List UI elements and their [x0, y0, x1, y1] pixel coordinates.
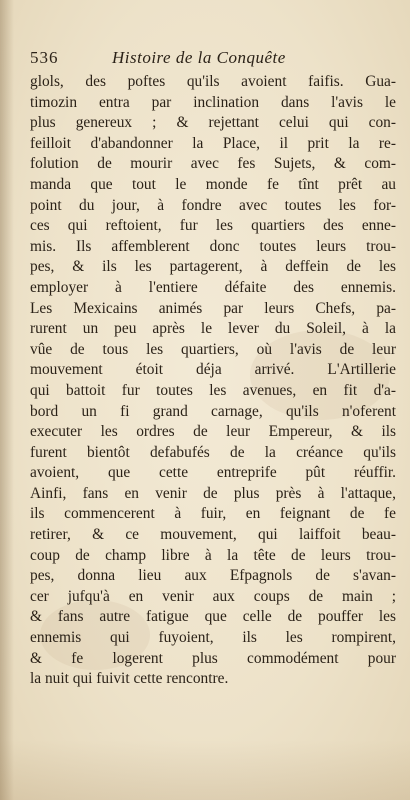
text-line: & fe logerent plus commodément pour	[30, 649, 396, 667]
text-line: employer à l'entiere défaite des ennemis.	[30, 278, 396, 296]
text-line: executer les ordres de leur Empereur, & ils	[30, 423, 396, 441]
text-line: & fans autre fatigue que celle de pouffer les	[30, 608, 396, 626]
text-line: pes, & ils les partagerent, à deffein de les	[30, 258, 396, 276]
text-line: Les Mexicains animés par leurs Chefs, pa-	[30, 299, 396, 317]
text-line: la nuit qui fuivit cette rencontre.	[30, 670, 229, 688]
text-line: point du jour, à fondre avec toutes les for-	[30, 196, 396, 214]
running-head	[30, 48, 392, 70]
text-line: mouvement étoit déja arrivé. L'Artillerie	[30, 361, 396, 379]
text-line: plus genereux ; & rejettant celui qui con-	[30, 114, 396, 132]
text-line: mis. Ils affemblerent donc toutes leurs trou-	[30, 237, 396, 255]
text-line: qui battoit fur toutes les avenues, en fit d'a-	[30, 381, 396, 399]
text-line: ennemis qui fuyoient, ils les rompirent,	[30, 629, 396, 647]
text-line: glols, des poftes qu'ils avoient faifis. Gua-	[30, 73, 396, 90]
body-text	[30, 72, 396, 690]
text-line: retirer, & ce mouvement, qui laiffoit beau-	[30, 526, 396, 544]
text-line: timozin entra par inclination dans l'avis le	[30, 93, 396, 111]
running-title: Histoire de la Conquête	[112, 48, 286, 67]
text-line: bord un fi grand carnage, qu'ils n'oferent	[30, 402, 396, 420]
text-line: vûe de tous les quartiers, où l'avis de leur	[30, 340, 396, 358]
text-line: rurent un peu après le lever du Soleil, à la	[30, 320, 396, 338]
text-line: ces qui reftoient, fur les quartiers des enne-	[30, 217, 396, 235]
text-line: coup de champ libre à la tête de leurs trou-	[30, 546, 396, 564]
text-line: avoient, que cette entreprife pût réuffir.	[30, 464, 396, 482]
text-line: Ainfi, fans en venir de plus près à l'attaque,	[30, 484, 396, 502]
text-line: furent bientôt defabufés de la créance qu'ils	[30, 443, 396, 461]
text-line: ils commencerent à fuir, en feignant de fe	[30, 505, 396, 523]
text-line: feilloit d'abandonner la Place, il prit la re-	[30, 134, 396, 152]
page-number: 536	[30, 48, 59, 67]
text-line: cer jufqu'à en venir aux coups de main ;	[30, 587, 396, 605]
text-line: pes, donna lieu aux Efpagnols de s'avan-	[30, 567, 396, 585]
text-line: folution de mourir avec fes Sujets, & com-	[30, 155, 396, 173]
text-line: manda que tout le monde fe tînt prêt au	[30, 175, 396, 193]
